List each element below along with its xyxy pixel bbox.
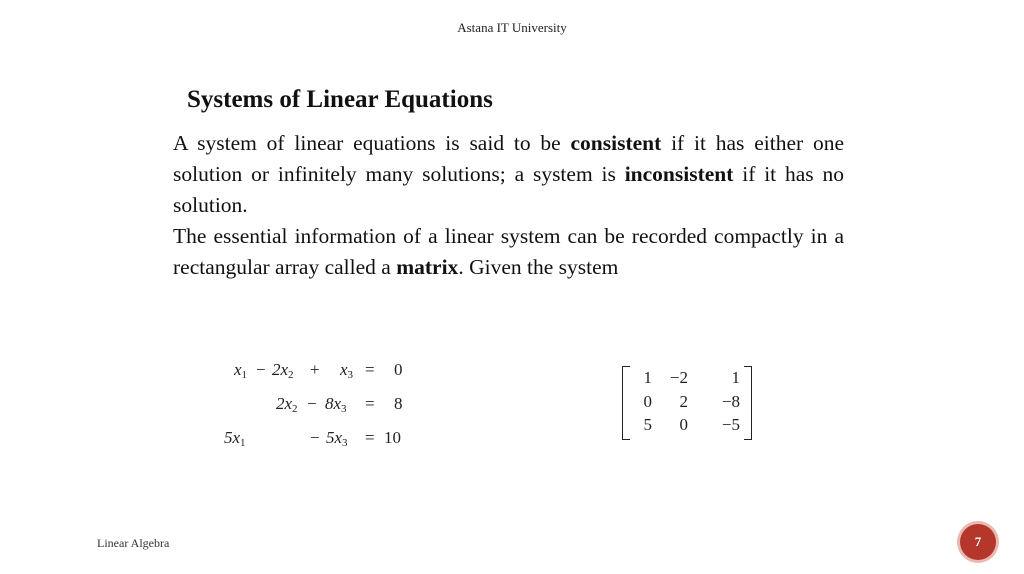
term: $2x_2$: [272, 360, 294, 381]
page-number: 7: [974, 534, 982, 549]
operator: +: [310, 360, 320, 379]
matrix-cell: 0: [643, 392, 652, 411]
equation-row: [222, 428, 422, 462]
term: $8x_3$: [325, 394, 347, 415]
paragraph-consistency: [173, 128, 844, 221]
term-consistent: consistent: [570, 131, 662, 155]
equation-system: [222, 360, 422, 462]
matrix-cell: −8: [721, 392, 740, 411]
matrix-cell: 5: [643, 415, 652, 434]
operator: −: [310, 428, 320, 447]
matrix-row: [622, 368, 752, 392]
term: $x_3$: [340, 360, 354, 381]
rhs: 8: [394, 394, 403, 413]
slide-title: Systems of Linear Equations: [187, 86, 493, 113]
equation-row: [222, 360, 422, 394]
text-run: The essential information of a linear system can be recorded compactly in a rectangular array called a: [173, 224, 844, 279]
page-number-badge: [960, 524, 996, 560]
operator: −: [256, 360, 266, 379]
matrix-cell: −2: [669, 368, 688, 387]
equals: =: [365, 394, 375, 413]
equation-row: [222, 394, 422, 428]
matrix-cell: −5: [721, 415, 740, 434]
matrix-cell: 1: [731, 368, 740, 387]
term: $5x_1$: [224, 428, 246, 449]
matrix-bracket-right: [744, 366, 752, 440]
text-run: . Given the system: [458, 255, 619, 279]
term-matrix: matrix: [396, 255, 459, 279]
body-text: [173, 128, 844, 283]
rhs: 0: [394, 360, 403, 379]
equals: =: [365, 360, 375, 379]
text-run: if it has either one solution or infinitely many solutions; a system is: [173, 131, 844, 186]
coefficient-matrix: [622, 366, 752, 438]
term: $5x_3$: [326, 428, 348, 449]
matrix-cell: 1: [643, 368, 652, 387]
term-inconsistent: inconsistent: [624, 162, 734, 186]
text-run: if it has no solution.: [173, 162, 844, 217]
operator: −: [307, 394, 317, 413]
matrix-cell: 2: [679, 392, 688, 411]
text-run: A system of linear equations is said to be: [173, 131, 571, 155]
rhs: 10: [384, 428, 401, 447]
matrix-cell: 0: [679, 415, 688, 434]
equals: =: [365, 428, 375, 447]
paragraph-matrix: [173, 221, 844, 283]
footer-course: Linear Algebra: [97, 536, 170, 550]
matrix-row: [622, 415, 752, 439]
term: $x_1$: [234, 360, 248, 381]
matrix-row: [622, 392, 752, 416]
header-institution: Astana IT University: [457, 20, 567, 35]
term: $2x_2$: [276, 394, 298, 415]
